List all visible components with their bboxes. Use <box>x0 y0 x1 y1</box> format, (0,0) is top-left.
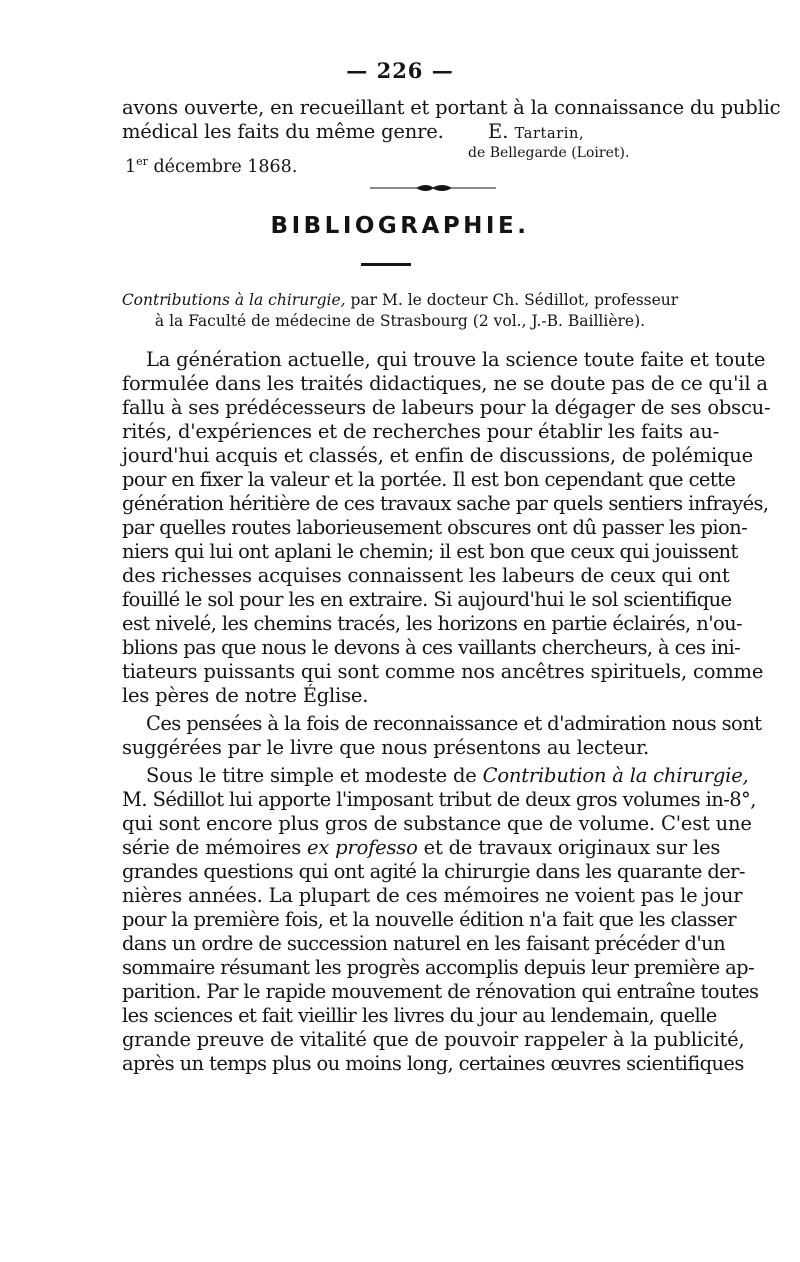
signature-name: Tartarin, <box>514 126 585 142</box>
text-line: nières années. La plupart de ces mémoires ne voient pas le jour <box>122 884 743 907</box>
opening-line-2: médical les faits du même genre. <box>122 120 444 143</box>
text-line: après un temps plus ou moins long, certaines œuvres scientifiques <box>122 1052 744 1075</box>
text-line: génération héritière de ces travaux sache par quels sentiers infrayés, <box>122 492 769 515</box>
text-line: fouillé le sol pour les en extraire. Si aujourd'hui le sol scientifique <box>122 588 732 611</box>
reference-author: par M. le docteur Ch. Sédillot, professeur <box>345 291 679 309</box>
text-line: par quelles routes laborieusement obscures ont dû passer les pion- <box>122 516 748 539</box>
text-line: jourd'hui acquis et classés, et enfin de discussions, de polémique <box>122 444 754 467</box>
text-line: grande preuve de vitalité que de pouvoir rappeler à la publicité, <box>122 1028 745 1051</box>
text-line: les pères de notre Église. <box>122 684 369 707</box>
text-fragment: série de mémoires <box>122 836 308 859</box>
text-line: grandes questions qui ont agité la chirurgie dans les quarante der- <box>122 860 745 883</box>
ex-professo-inline: ex professo <box>307 836 418 859</box>
text-line <box>146 764 749 788</box>
text-line: formulée dans les traités didactiques, ne se doute pas de ce qu'il a <box>122 372 768 395</box>
signature-initial: E. <box>488 120 515 143</box>
text-line: dans un ordre de succession naturel en les faisant précéder d'un <box>122 932 726 955</box>
text-line: les sciences et fait vieillir les livres du jour au lendemain, quelle <box>122 1004 717 1027</box>
opening-line-1: avons ouverte, en recueillant et portant à la connaissance du public <box>122 96 781 119</box>
text-line: niers qui lui ont aplani le chemin; il est bon que ceux qui jouissent <box>122 540 738 563</box>
signature-place: de Bellegarde (Loiret). <box>468 145 630 161</box>
text-line <box>122 836 721 860</box>
page-number: — 226 — <box>346 58 454 83</box>
text-line: est nivelé, les chemins tracés, les horizons en partie éclairés, n'ou- <box>122 612 743 635</box>
text-line: qui sont encore plus gros de substance que de volume. C'est une <box>122 812 752 835</box>
text-fragment: et de travaux originaux sur les <box>417 836 721 859</box>
text-line: blions pas que nous le devons à ces vaillants chercheurs, à ces ini- <box>122 636 741 659</box>
text-line: des richesses acquises connaissent les labeurs de ceux qui ont <box>122 564 730 587</box>
date-day-suffix: er <box>136 155 148 168</box>
text-fragment: Sous le titre simple et modeste de <box>146 764 483 787</box>
text-line: sommaire résumant les progrès accomplis depuis leur première ap- <box>122 956 755 979</box>
text-line: La génération actuelle, qui trouve la science toute faite et toute <box>146 348 766 371</box>
reference-line-2: à la Faculté de médecine de Strasbourg (2 vol., J.-B. Baillière). <box>154 312 646 330</box>
text-line: suggérées par le livre que nous présentons au lecteur. <box>122 736 650 759</box>
text-line: pour en fixer la valeur et la portée. Il est bon cependant que cette <box>122 468 736 491</box>
book-title-inline: Contribution à la chirurgie, <box>482 764 749 787</box>
text-line: tiateurs puissants qui sont comme nos ancêtres spirituels, comme <box>122 660 764 683</box>
text-line: pour la première fois, et la nouvelle édition n'a fait que les classer <box>122 908 737 931</box>
text-line: M. Sédillot lui apporte l'imposant tribut de deux gros volumes in-8°, <box>122 788 756 811</box>
section-heading: BIBLIOGRAPHIE. <box>270 213 530 239</box>
text-line: fallu à ses prédécesseurs de labeurs pour la dégager de ses obscu- <box>122 396 771 419</box>
text-line: Ces pensées à la fois de reconnaissance et d'admiration nous sont <box>146 712 762 735</box>
reference-title: Contributions à la chirurgie, <box>121 291 346 309</box>
text-line: rités, d'expériences et de recherches pour établir les faits au- <box>122 420 720 443</box>
text-line: parition. Par le rapide mouvement de rénovation qui entraîne toutes <box>122 980 759 1003</box>
date-day: 1 <box>125 156 137 177</box>
date-rest: décembre 1868. <box>147 156 298 177</box>
